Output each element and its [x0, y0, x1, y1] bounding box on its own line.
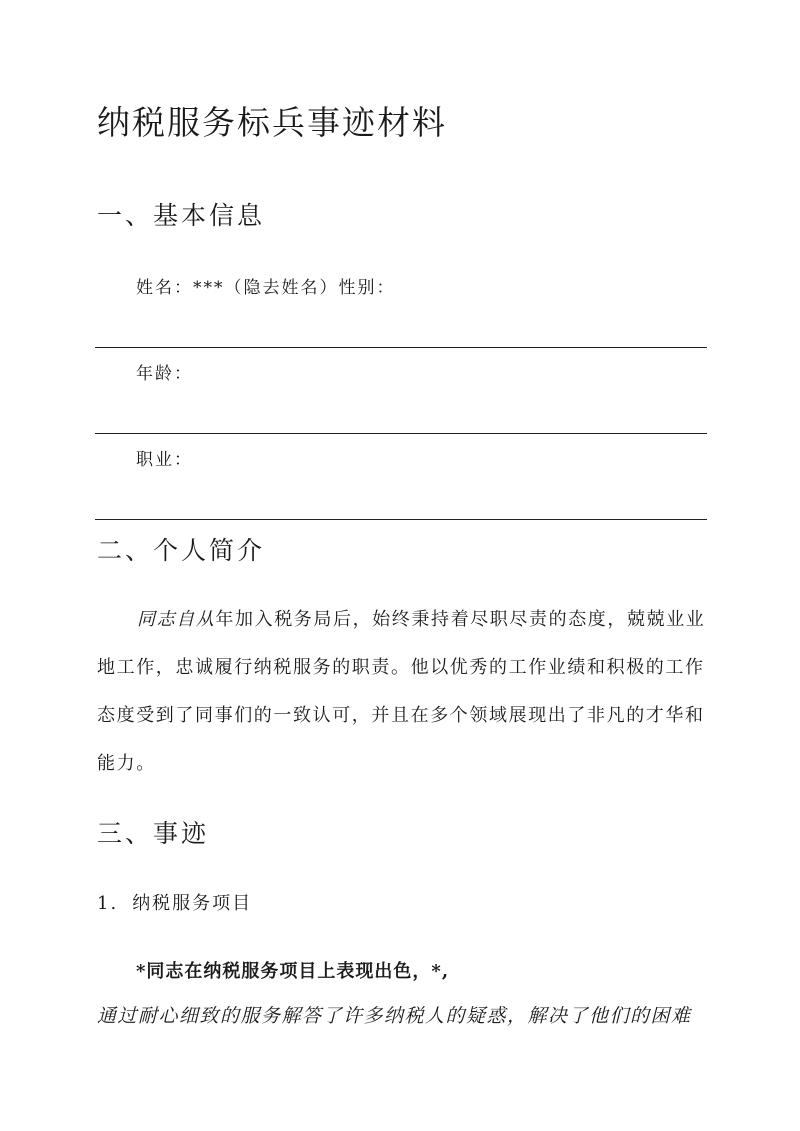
subsection-number: 1. [97, 893, 119, 914]
subsection-heading [97, 889, 252, 915]
deed-detail-line: 通过耐心细致的服务解答了许多纳税人的疑惑，解决了他们的困难 [97, 1005, 692, 1027]
profile-body-text: 年加入税务局后，始终秉持着尽职尽责的态度，兢兢业业地工作，忠诚履行纳税服务的职责。他以优秀的工作业绩和积极的工作态度受到了同事们的一致认可，并且在多个领域展现出了非凡的才华和能力。 [97, 609, 706, 774]
divider-line [95, 347, 707, 348]
age-field: 年龄： [136, 364, 193, 384]
document-title: 纳税服务标兵事迹材料 [97, 103, 447, 142]
divider-line [95, 519, 707, 520]
profile-lead-text: 同志自从 [137, 609, 216, 630]
divider-line [95, 433, 707, 434]
section-heading-basic-info: 一、基本信息 [97, 201, 266, 230]
profile-paragraph [97, 596, 709, 788]
name-gender-field: 姓名：***（隐去姓名）性别： [136, 278, 396, 298]
section-heading-profile: 二、个人简介 [97, 536, 266, 565]
subsection-title: 纳税服务项目 [132, 893, 253, 914]
job-field: 职业： [136, 450, 193, 470]
deed-intro-line: *同志在纳税服务项目上表现出色，*, [136, 961, 450, 982]
section-heading-deeds: 三、事迹 [97, 819, 210, 848]
